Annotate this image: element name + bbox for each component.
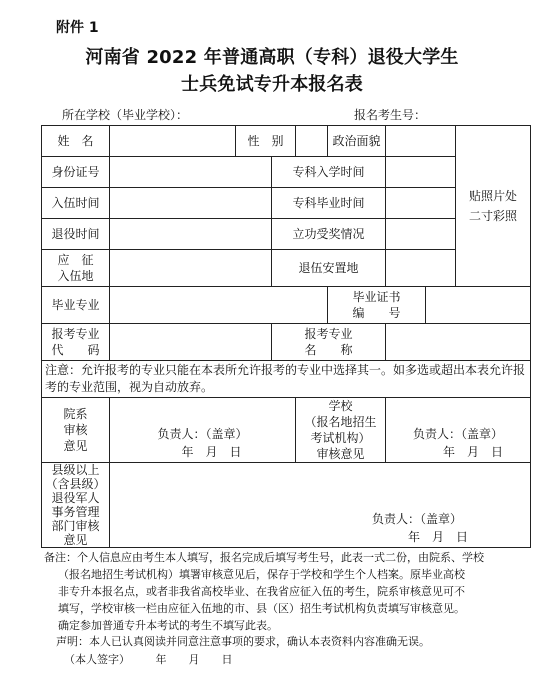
school-responsible: 负责人：（盖章） — [413, 427, 504, 441]
merit-field[interactable] — [386, 219, 456, 250]
retire-time-field[interactable] — [110, 219, 272, 250]
school-review-field[interactable] — [386, 398, 531, 463]
registration-form-table — [41, 125, 531, 548]
college-entry-label: 专科入学时间 — [272, 157, 386, 188]
note-row: 注意：允许报考的专业只能在本表所允许报考的专业中选择其一。如多选或超出本表允许报考的专业范围，视为自动放弃。 — [42, 361, 531, 398]
form-title-line1: 河南省 2022 年普通高职（专科）退役大学生 — [85, 47, 459, 68]
remarks-line: （报名地招生考试机构）填署审核意见后，保存于学校和学生个人档案。原毕业高校 — [58, 568, 465, 581]
county-review-field[interactable] — [110, 463, 531, 548]
photo-placeholder: 贴照片处 二寸彩照 — [456, 126, 531, 287]
name-field[interactable] — [110, 126, 236, 157]
dept-responsible: 负责人：（盖章） — [157, 427, 248, 441]
political-status-label: 政治面貌 — [328, 126, 386, 157]
gender-label: 性 别 — [236, 126, 296, 157]
enlist-place-label: 应 征 入伍地 — [42, 250, 110, 287]
retire-time-label: 退役时间 — [42, 219, 110, 250]
signature-label: （本人签字） — [64, 653, 130, 666]
college-grad-field[interactable] — [386, 188, 456, 219]
dept-review-field[interactable] — [110, 398, 296, 463]
county-responsible: 负责人：（盖章） — [372, 512, 463, 526]
grad-major-field[interactable] — [110, 287, 328, 324]
gender-field[interactable] — [296, 126, 328, 157]
remarks-line: 填写，学校审核一栏由应征入伍地的市、县（区）招生考试机构负责填写审核意见。 — [58, 602, 465, 615]
remarks-line: 确定参加普通专升本考试的考生不填写此表。 — [58, 619, 278, 632]
attachment-label: 附件 1 — [56, 20, 99, 36]
dept-review-label: 院系 审核 意见 — [42, 398, 110, 463]
county-review-label: 县级以上 （含县级） 退役军人 事务管理 部门审核 意见 — [42, 463, 110, 548]
cert-number-field[interactable] — [426, 287, 531, 324]
major-name-field[interactable] — [386, 324, 531, 361]
resettle-place-label: 退伍安置地 — [272, 250, 386, 287]
merit-label: 立功受奖情况 — [272, 219, 386, 250]
college-entry-field[interactable] — [386, 157, 456, 188]
enlist-place-field[interactable] — [110, 250, 272, 287]
id-number-field[interactable] — [110, 157, 272, 188]
enlist-time-field[interactable] — [110, 188, 272, 219]
enlist-time-label: 入伍时间 — [42, 188, 110, 219]
school-label: 所在学校（毕业学校）： — [62, 108, 189, 122]
grad-major-label: 毕业专业 — [42, 287, 110, 324]
school-date: 年 月 日 — [443, 445, 504, 459]
remarks-line: 备注：个人信息应由考生本人填写，报名完成后填写考生号，此表一式二份，由院系、学校 — [44, 551, 484, 564]
major-code-field[interactable] — [110, 324, 272, 361]
dept-date: 年 月 日 — [181, 445, 242, 459]
political-status-field[interactable] — [386, 126, 456, 157]
resettle-place-field[interactable] — [386, 250, 456, 287]
signature-date: 年 月 日 — [155, 653, 233, 666]
remarks-block — [44, 549, 528, 634]
id-number-label: 身份证号 — [42, 157, 110, 188]
county-date: 年 月 日 — [408, 530, 469, 544]
cert-number-label: 毕业证书 编 号 — [328, 287, 426, 324]
signature-line[interactable] — [64, 651, 233, 669]
exam-number-label: 报名考生号： — [354, 108, 427, 122]
declaration: 声明：本人已认真阅读并同意注意事项的要求，确认本表资料内容准确无误。 — [56, 635, 430, 648]
name-label: 姓 名 — [42, 126, 110, 157]
major-code-label: 报考专业 代 码 — [42, 324, 110, 361]
major-name-label: 报考专业 名 称 — [272, 324, 386, 361]
school-review-label: 学校 （报名地招生 考试机构） 审核意见 — [296, 398, 386, 463]
remarks-line: 非专升本报名点，或者非我省高校毕业、在我省应征入伍的考生，院系审核意见可不 — [58, 585, 465, 598]
college-grad-label: 专科毕业时间 — [272, 188, 386, 219]
form-title-line2: 士兵免试专升本报名表 — [181, 74, 363, 95]
